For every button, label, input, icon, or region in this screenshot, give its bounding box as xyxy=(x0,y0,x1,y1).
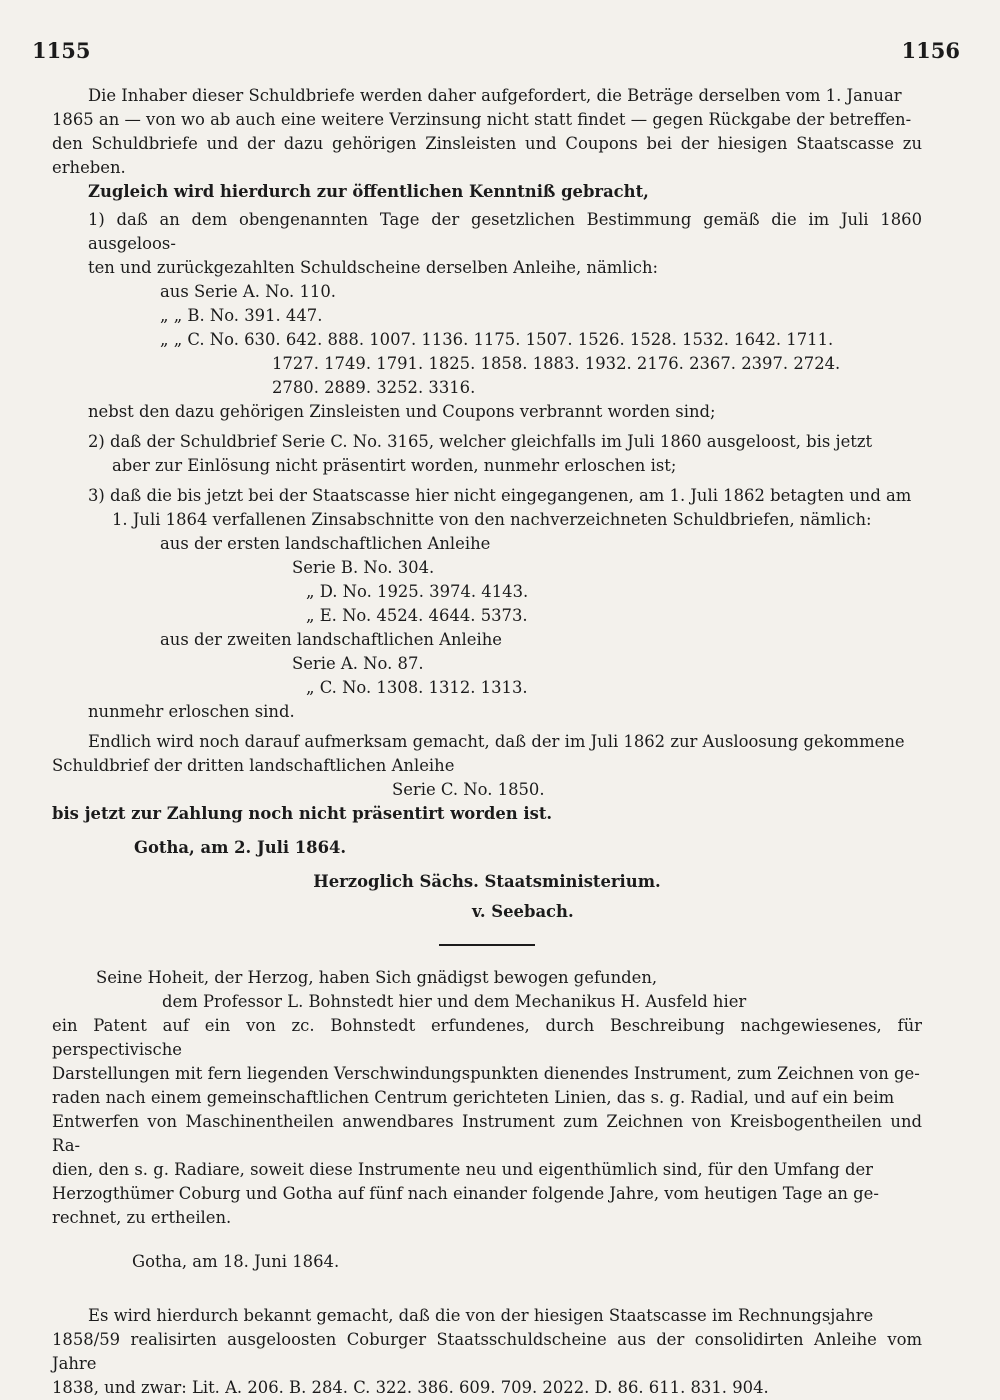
signature: v. Seebach. xyxy=(472,902,574,921)
item1-closing: nebst den dazu gehörigen Zinsleisten und Coupons verbrannt worden sind; xyxy=(88,402,716,421)
item1-line: 1) daß an dem obengenannten Tage der gesetzlichen Bestimmung gemäß die im Juli 1860 ausgeloos- xyxy=(88,210,922,253)
series-line: „ C. No. 1308. 1312. 1313. xyxy=(306,678,528,697)
item1-line: ten und zurückgezahlten Schuldscheine derselben Anleihe, nämlich: xyxy=(88,258,659,277)
item2-line: 2) daß der Schuldbrief Serie C. No. 3165, welcher gleichfalls im Juli 1860 ausgeloost, bis jetzt xyxy=(88,432,873,451)
section-divider xyxy=(439,944,535,946)
intro-line: den Schuldbriefe und der dazu gehörigen Zinsleisten und Coupons bei der hiesigen Staatscasse zu erheben. xyxy=(52,134,922,177)
item3-closing: nunmehr erloschen sind. xyxy=(88,702,295,721)
redeemed-line: 1838, und zwar: Lit. A. 206. B. 284. C. 322. 386. 609. 709. 2022. D. 86. 611. 831. 904. xyxy=(52,1378,769,1397)
second-loan-heading: aus der zweiten landschaftlichen Anleihe xyxy=(160,630,503,649)
series-line: „ „ C. No. 630. 642. 888. 1007. 1136. 1175. 1507. 1526. 1528. 1532. 1642. 1711. xyxy=(160,330,834,349)
series-cont-line: 2780. 2889. 3252. 3316. xyxy=(272,378,476,397)
patent-line: dem Professor L. Bohnstedt hier und dem Mechanikus H. Ausfeld hier xyxy=(162,992,747,1011)
redeemed-line: Es wird hierdurch bekannt gemacht, daß die von der hiesigen Staatscasse im Rechnungsjahre xyxy=(88,1306,874,1325)
patent-line: Seine Hoheit, der Herzog, haben Sich gnädigst bewogen gefunden, xyxy=(96,968,658,987)
zugleich-line: Zugleich wird hierdurch zur öffentlichen Kenntniß gebracht, xyxy=(88,182,649,201)
notice-bonds xyxy=(52,84,922,924)
date-line: Gotha, am 18. Juni 1864. xyxy=(132,1252,340,1271)
notice-patent xyxy=(52,966,922,1274)
endlich-serie: Serie C. No. 1850. xyxy=(392,780,545,799)
intro-line: Die Inhaber dieser Schuldbriefe werden daher aufgefordert, die Beträge derselben vom 1. Januar xyxy=(88,86,902,105)
series-line: Serie A. No. 87. xyxy=(292,654,424,673)
redeemed-line: 1858/59 realisirten ausgeloosten Coburger Staatsschuldscheine aus der consolidirten Anleihe vom Jahre xyxy=(52,1330,922,1373)
item3-line: 3) daß die bis jetzt bei der Staatscasse hier nicht eingegangenen, am 1. Juli 1862 betagten und am xyxy=(88,486,912,505)
endlich-line: Endlich wird noch darauf aufmerksam gemacht, daß der im Juli 1862 zur Ausloosung gekommene xyxy=(88,732,905,751)
patent-body-line: dien, den s. g. Radiare, soweit diese Instrumente neu und eigenthümlich sind, für den Umfang der xyxy=(52,1160,874,1179)
series-line: „ E. No. 4524. 4644. 5373. xyxy=(306,606,528,625)
item2-line: aber zur Einlösung nicht präsentirt worden, nunmehr erloschen ist; xyxy=(112,456,677,475)
patent-body-line: Darstellungen mit fern liegenden Verschwindungspunkten dienendes Instrument, zum Zeichnen von ge- xyxy=(52,1064,920,1083)
item3-line: 1. Juli 1864 verfallenen Zinsabschnitte von den nachverzeichneten Schuldbriefen, nämlich: xyxy=(112,510,872,529)
series-cont-line: 1727. 1749. 1791. 1825. 1858. 1883. 1932. 2176. 2367. 2397. 2724. xyxy=(272,354,841,373)
series-line: „ „ B. No. 391. 447. xyxy=(160,306,323,325)
page-number-right: 1156 xyxy=(901,38,960,63)
patent-body-line: ein Patent auf ein von zc. Bohnstedt erfundenes, durch Beschreibung nachgewiesenes, für perspectivische xyxy=(52,1016,922,1059)
series-line: aus Serie A. No. 110. xyxy=(160,282,336,301)
date-line: Gotha, am 2. Juli 1864. xyxy=(134,838,347,857)
series-line: Serie B. No. 304. xyxy=(292,558,435,577)
intro-line: 1865 an — von wo ab auch eine weitere Verzinsung nicht statt findet — gegen Rückgabe der betreffen- xyxy=(52,110,912,129)
series-line: „ D. No. 1925. 3974. 4143. xyxy=(306,582,529,601)
patent-body-line: Entwerfen von Maschinentheilen anwendbares Instrument zum Zeichnen von Kreisbogentheilen und Ra- xyxy=(52,1112,922,1155)
endlich-closing: bis jetzt zur Zahlung noch nicht präsentirt worden ist. xyxy=(52,804,553,823)
patent-body-line: raden nach einem gemeinschaftlichen Centrum gerichteten Linien, das s. g. Radial, und auf ein beim xyxy=(52,1088,895,1107)
patent-body-line: rechnet, zu ertheilen. xyxy=(52,1208,232,1227)
patent-body-line: Herzogthümer Coburg und Gotha auf fünf nach einander folgende Jahre, vom heutigen Tage an ge- xyxy=(52,1184,879,1203)
first-loan-heading: aus der ersten landschaftlichen Anleihe xyxy=(160,534,491,553)
page-number-left: 1155 xyxy=(32,38,91,63)
endlich-line: Schuldbrief der dritten landschaftlichen Anleihe xyxy=(52,756,455,775)
ministry-line: Herzoglich Sächs. Staatsministerium. xyxy=(313,872,661,891)
notice-redeemed xyxy=(52,1304,922,1400)
